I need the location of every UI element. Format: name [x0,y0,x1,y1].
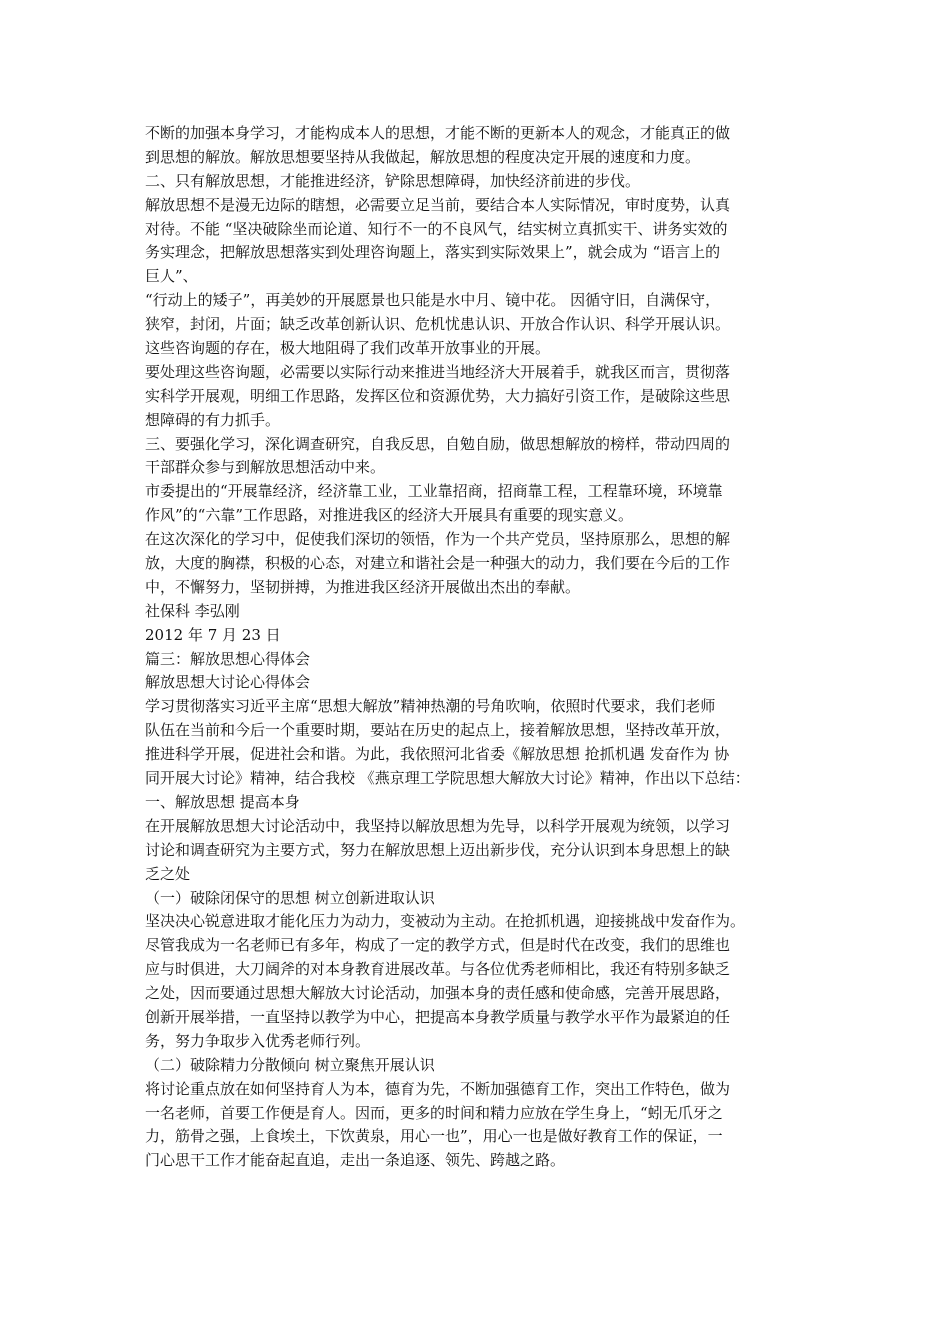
text-line: 学习贯彻落实习近平主席“思想大解放”精神热潮的号角吹响，依照时代要求，我们老师 [145,697,716,716]
text-line: 乏之处 [145,864,191,883]
text-line: 实科学开展观，明细工作思路，发挥区位和资源优势，大力搞好引资工作，是破除这些思 [145,386,731,405]
text-line: 解放思想不是漫无边际的瞎想，必需要立足当前，要结合本人实际情况，审时度势，认真 [145,195,731,214]
text-line: 一、解放思想 提高本身 [145,792,300,811]
text-line: 作风”的“六靠”工作思路，对推进我区的经济大开展具有重要的现实意义。 [145,506,634,525]
text-line: 之处，因而要通过思想大解放大讨论活动，加强本身的责任感和使命感，完善开展思路， [145,984,731,1003]
text-line: 巨人”、 [145,267,198,286]
text-line: （一）破除闭保守的思想 树立创新进取认识 [145,888,435,907]
text-line: 解放思想大讨论心得体会 [145,673,311,692]
text-line: 对待。不能 “坚决破除坐而论道、知行不一的不良风气，结实树立真抓实干、讲务实效的 [145,219,728,238]
text-line: 应与时俱进，大刀阔斧的对本身教育进展改革。与各位优秀老师相比，我还有特别多缺乏 [145,960,731,979]
text-line: 在开展解放思想大讨论活动中，我坚持以解放思想为先导，以科学开展观为统领，以学习 [145,816,731,835]
text-line: （二）破除精力分散倾向 树立聚焦开展认识 [145,1055,435,1074]
text-line: 三、要强化学习，深化调查研究，自我反思，自勉自励，做思想解放的榜样，带动四周的 [145,434,731,453]
text-line: 一名老师，首要工作便是育人。因而，更多的时间和精力应放在学生身上，“蚓无爪牙之 [145,1103,723,1122]
text-line: 到思想的解放。解放思想要坚持从我做起，解放思想的程度决定开展的速度和力度。 [145,147,701,166]
text-line: 市委提出的“开展靠经济，经济靠工业，工业靠招商，招商靠工程，工程靠环境，环境靠 [145,482,723,501]
text-line: 这些咨询题的存在，极大地阻碍了我们改革开放事业的开展。 [145,339,551,358]
text-line: 2012 年 7 月 23 日 [145,625,281,644]
document-page [145,122,810,1173]
text-line: 中，不懈努力，坚韧拼搏，为推进我区经济开展做出杰出的奉献。 [145,577,581,596]
text-line: “行动上的矮子”，再美妙的开展愿景也只能是水中月、镜中花。 因循守旧，自满保守， [145,291,721,310]
text-line: 创新开展举措，一直坚持以教学为中心，把提高本身教学质量与教学水平作为最紧迫的任 [145,1007,731,1026]
text-line: 狭窄，封闭，片面；缺乏改革创新认识、危机忧患认识、开放合作认识、科学开展认识。 [145,315,731,334]
text-line: 不断的加强本身学习，才能构成本人的思想，才能不断的更新本人的观念，才能真正的做 [145,124,731,142]
text-line: 在这次深化的学习中，促使我们深切的领悟，作为一个共产党员，坚持原那么，思想的解 [145,530,731,549]
text-line: 尽管我成为一名老师已有多年，构成了一定的教学方式，但是时代在改变，我们的思维也 [145,936,731,955]
text-line: 篇三：解放思想心得体会 [145,649,311,668]
text-line: 门心思干工作才能奋起直追，走出一条追逐、领先、跨越之路。 [145,1151,566,1170]
text-line: 坚决决心锐意进取才能化压力为动力，变被动为主动。在抢抓机遇，迎接挑战中发奋作为。 [145,912,746,931]
text-line: 力，筋骨之强，上食埃土，下饮黄泉，用心一也”，用心一也是做好教育工作的保证，一 [145,1127,723,1146]
text-line: 干部群众参与到解放思想活动中来。 [145,458,386,477]
text-line: 讨论和调查研究为主要方式，努力在解放思想上迈出新步伐，充分认识到本身思想上的缺 [145,840,731,859]
text-line: 二、只有解放思想，才能推进经济，铲除思想障碍，加快经济前进的步伐。 [145,171,641,190]
text-line: 将讨论重点放在如何坚持育人为本，德育为先，不断加强德育工作，突出工作特色，做为 [145,1079,731,1098]
text-line: 要处理这些咨询题，必需要以实际行动来推进当地经济大开展着手，就我区而言，贯彻落 [145,362,731,381]
text-line: 务，努力争取步入优秀老师行列。 [145,1031,371,1050]
text-line: 队伍在当前和今后一个重要时期，要站在历史的起点上，接着解放思想，坚持改革开放， [145,721,731,740]
text-line: 务实理念，把解放思想落实到处理咨询题上，落实到实际效果上”，就会成为 “语言上的 [145,243,721,262]
text-line: 想障碍的有力抓手。 [145,410,281,429]
text-line: 同开展大讨论》精神，结合我校 《燕京理工学院思想大解放大讨论》精神，作出以下总结： [145,769,750,788]
text-line: 社保科 李弘刚 [145,601,240,620]
text-line: 放，大度的胸襟，积极的心态，对建立和谐社会是一种强大的动力，我们要在今后的工作 [145,554,731,573]
text-line: 推进科学开展，促进社会和谐。为此，我依照河北省委《解放思想 抢抓机遇 发奋作为 协 [145,745,730,764]
